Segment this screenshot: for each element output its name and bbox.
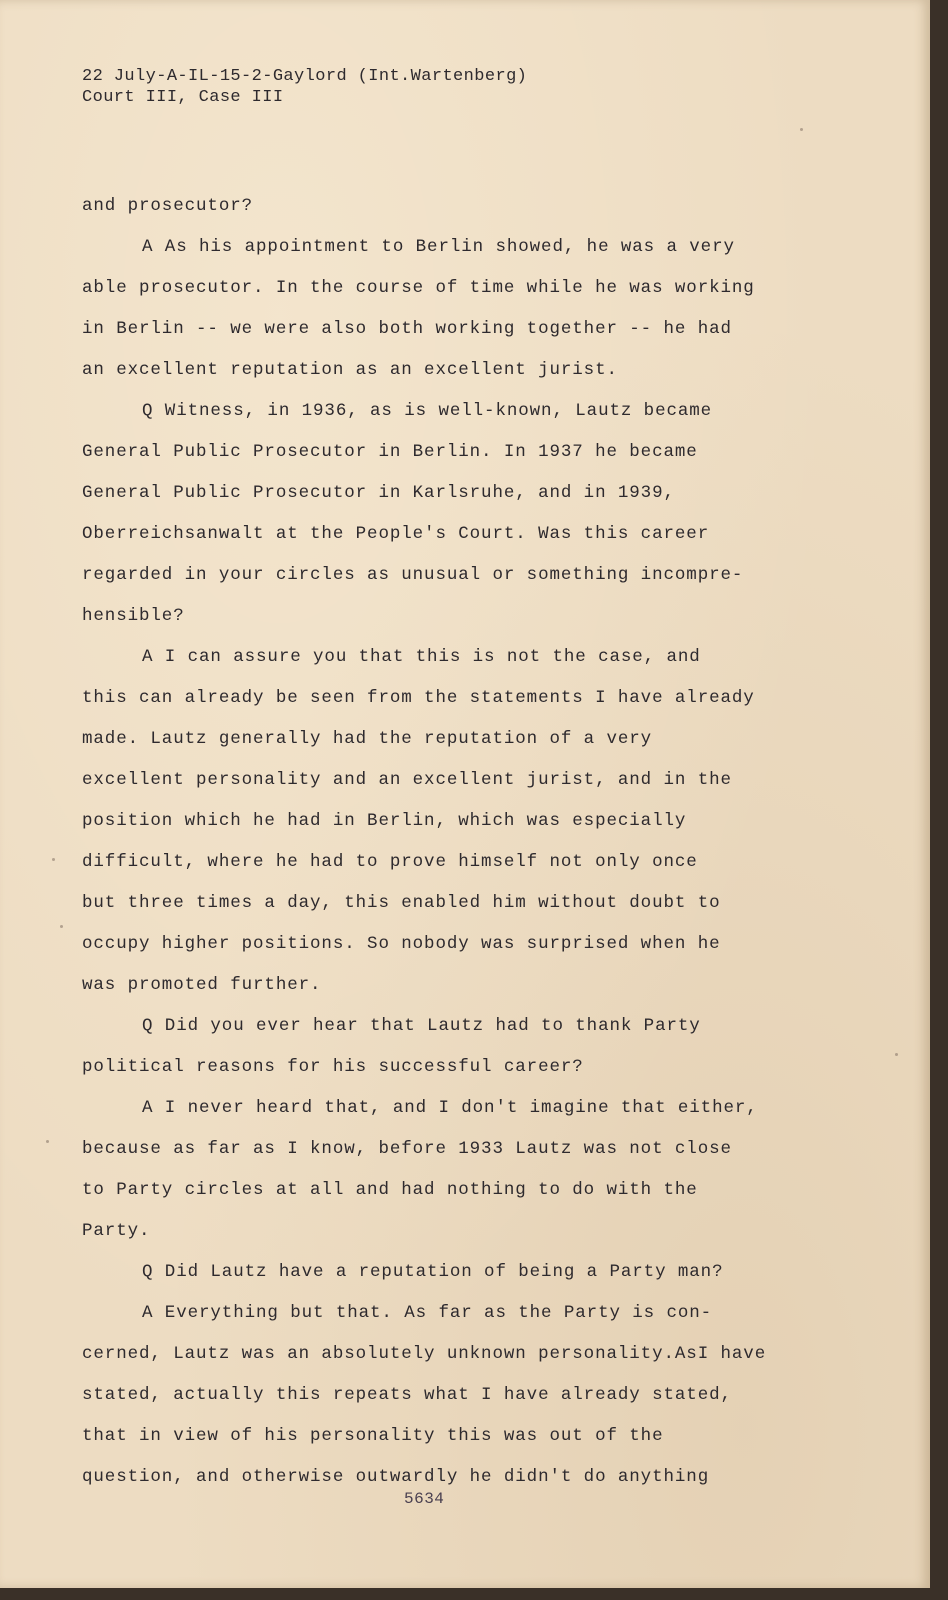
- paper-speck: [52, 858, 55, 861]
- transcript-line: General Public Prosecutor in Berlin. In 1937 he became: [82, 442, 698, 462]
- transcript-line: Party.: [82, 1221, 151, 1241]
- transcript-line: position which he had in Berlin, which was especially: [82, 811, 687, 831]
- transcript-line: difficult, where he had to prove himself not only once: [82, 852, 698, 872]
- document-header: [82, 66, 527, 108]
- paper-speck: [60, 925, 63, 928]
- answer-line: A I never heard that, and I don't imagine that either,: [142, 1098, 758, 1118]
- answer-line: A I can assure you that this is not the case, and: [142, 647, 701, 667]
- question-line: Q Did Lautz have a reputation of being a Party man?: [142, 1262, 724, 1282]
- scan-border-bottom: [0, 1588, 948, 1600]
- paper-speck: [895, 1053, 898, 1056]
- transcript-line: political reasons for his successful career?: [82, 1057, 584, 1077]
- transcript-line: able prosecutor. In the course of time while he was working: [82, 278, 755, 298]
- transcript-line: question, and otherwise outwardly he didn't do anything: [82, 1467, 710, 1487]
- transcript-line: excellent personality and an excellent jurist, and in the: [82, 770, 732, 790]
- paper-speck: [46, 1140, 49, 1143]
- paper-speck: [800, 128, 803, 131]
- answer-line: A As his appointment to Berlin showed, he was a very: [142, 237, 735, 257]
- header-court: Court III, Case III: [82, 88, 284, 107]
- transcript-line: this can already be seen from the statements I have already: [82, 688, 755, 708]
- transcript-line: in Berlin -- we were also both working together -- he had: [82, 319, 732, 339]
- transcript-line: hensible?: [82, 606, 185, 626]
- transcript-body: [82, 186, 822, 1498]
- transcript-line: that in view of his personality this was out of the: [82, 1426, 664, 1446]
- transcript-line: to Party circles at all and had nothing to do with the: [82, 1180, 698, 1200]
- question-line: Q Did you ever hear that Lautz had to thank Party: [142, 1016, 701, 1036]
- transcript-line: stated, actually this repeats what I have already stated,: [82, 1385, 732, 1405]
- header-case-reference: 22 July-A-IL-15-2-Gaylord (Int.Wartenberg): [82, 67, 528, 86]
- page-number: 5634: [404, 1490, 445, 1508]
- transcript-line: because as far as I know, before 1933 Lautz was not close: [82, 1139, 732, 1159]
- transcript-line: was promoted further.: [82, 975, 322, 995]
- transcript-line: cerned, Lautz was an absolutely unknown personality.AsI have: [82, 1344, 767, 1364]
- transcript-line: made. Lautz generally had the reputation of a very: [82, 729, 653, 749]
- transcript-line: and prosecutor?: [82, 196, 254, 216]
- transcript-line: occupy higher positions. So nobody was surprised when he: [82, 934, 721, 954]
- transcript-line: General Public Prosecutor in Karlsruhe, and in 1939,: [82, 483, 675, 503]
- transcript-line: Oberreichsanwalt at the People's Court. Was this career: [82, 524, 710, 544]
- scan-border-right: [930, 0, 948, 1600]
- transcript-line: an excellent reputation as an excellent jurist.: [82, 360, 618, 380]
- transcript-line: but three times a day, this enabled him without doubt to: [82, 893, 721, 913]
- answer-line: A Everything but that. As far as the Party is con-: [142, 1303, 713, 1323]
- question-line: Q Witness, in 1936, as is well-known, Lautz became: [142, 401, 713, 421]
- transcript-line: regarded in your circles as unusual or something incompre-: [82, 565, 744, 585]
